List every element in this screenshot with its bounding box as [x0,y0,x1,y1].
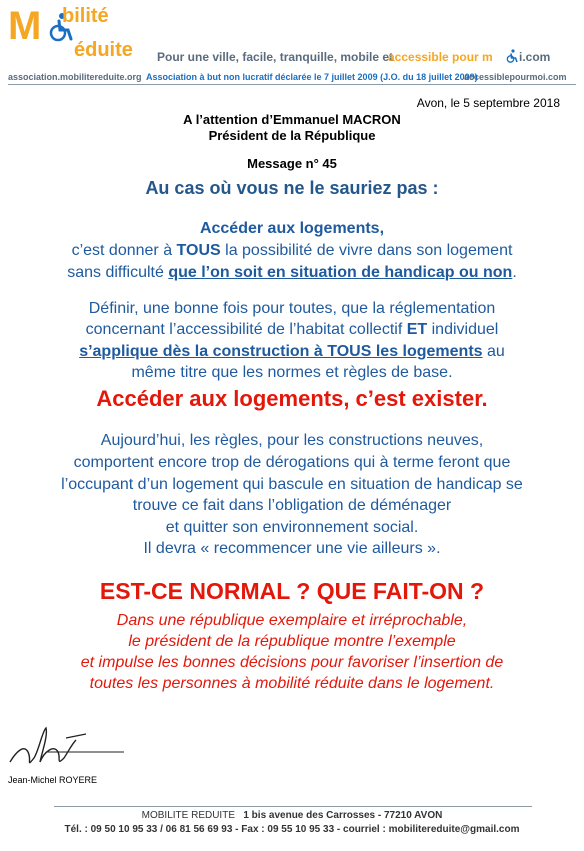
italic-line-3: et impulse les bonnes décisions pour favoriser l’insertion de [80,654,504,671]
p1-l3-c: . [512,264,517,281]
logo-text-top: bilité [62,5,109,27]
p1-l3-b: que l’on soit en situation de handicap ou non [168,264,513,281]
association-note: Association à but non lucratif déclarée le 7 juillet 2009 (J.O. du 18 juillet 2009) [146,72,478,82]
p2-l3-b: au [482,343,505,360]
footer-org: MOBILITE REDUITE [141,810,235,821]
p1-heading: Accéder aux logements, [199,220,385,237]
footer-divider [54,806,532,807]
p3-line-4: trouve ce fait dans l’obligation de déménager [132,497,452,514]
site-link-left[interactable]: association.mobilitereduite.org [8,72,142,82]
p2-l3-a: s’applique dès la construction à TOUS les logements [79,343,483,360]
footer-address: 1 bis avenue des Carrosses - 77210 AVON [243,810,443,821]
p2-l2-a: concernant l’accessibilité de l’habitat collectif [85,321,407,338]
signatory-name: Jean-Michel ROYERE [8,775,98,785]
site-link-right[interactable]: accessiblepourmoi.com [464,72,567,82]
question-heading: EST-CE NORMAL ? QUE FAIT-ON ? [99,578,485,604]
recipient-line: A l’attention d’Emmanuel MACRON [183,112,401,127]
p1-l3-a: sans difficulté [67,264,169,281]
p1-l2-c: la possibilité de vivre dans son logement [220,242,513,259]
signature [6,722,136,774]
tagline-accent: accessible pour m [388,50,493,64]
italic-line-4: toutes les personnes à mobilité réduite dans le logement. [89,675,495,692]
p2-line-1: Définir, une bonne fois pour toutes, que la réglementation [88,300,496,317]
wheelchair-small-icon [505,49,519,63]
recipient-title: Président de la République [208,128,376,143]
p3-line-2: comportent encore trop de dérogations qui à terme feront que [73,454,511,471]
p3-line-6: Il devra « recommencer une vie ailleurs ». [143,540,441,557]
p2-l2-b: ET [406,321,428,338]
p2-line-3 [0,343,584,361]
p2-l2-c: individuel [427,321,499,338]
logo-text-bottom: éduite [74,39,133,61]
red-statement: Accéder aux logements, c’est exister. [96,386,488,411]
italic-line-1: Dans une république exemplaire et irréprochable, [116,612,468,629]
p3-line-5: et quitter son environnement social. [165,519,419,536]
p3-line-3: l’occupant d’un logement qui bascule en situation de handicap se [61,476,523,493]
p1-l2-a: c’est donner à [71,242,177,259]
p2-line-2 [0,321,584,339]
message-number: Message n° 45 [247,156,337,171]
italic-line-2: le président de la république montre l’exemple [128,633,456,650]
p2-line-4: même titre que les normes et règles de base. [131,364,453,381]
logo-letter-m: M [8,4,42,48]
p1-line-3 [0,264,584,282]
header-divider [8,84,576,85]
headline: Au cas où vous ne le sauriez pas : [145,178,439,198]
footer-line-1 [0,810,584,821]
p1-l2-b: TOUS [176,242,221,259]
tagline-accent-suffix: i.com [519,50,551,64]
tagline: Pour une ville, facile, tranquille, mobile et [157,50,394,64]
p1-line-2 [0,242,584,260]
p3-line-1: Aujourd’hui, les règles, pour les constructions neuves, [100,432,484,449]
footer-contact: Tél. : 09 50 10 95 33 / 06 81 56 69 93 - Fax : 09 55 10 95 33 - courriel : mobilitereduite@gmail.com [64,824,520,835]
letter-date: Avon, le 5 septembre 2018 [416,96,560,110]
